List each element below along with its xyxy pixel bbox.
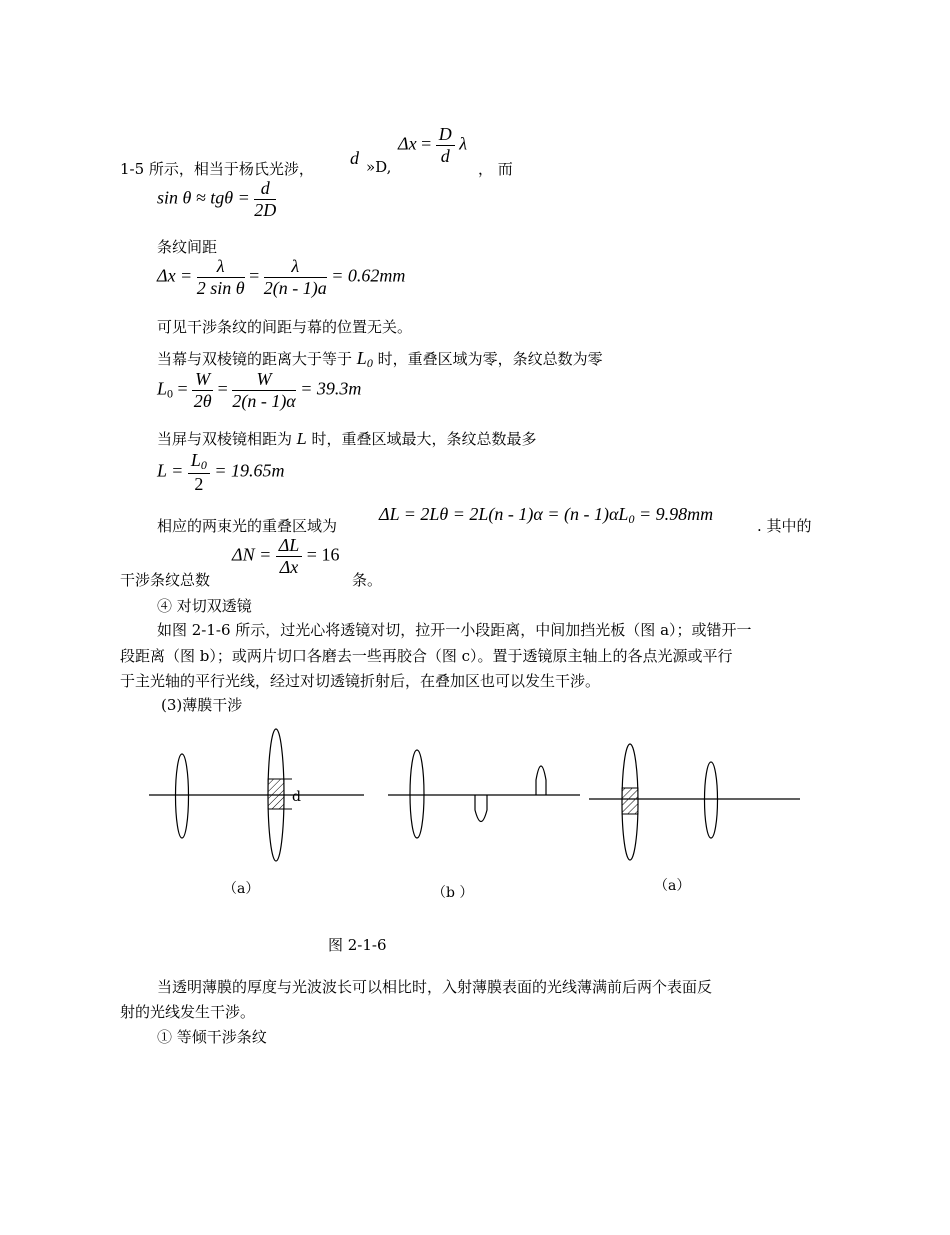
l0-text-b: 时，重叠区域为零，条纹总数为零 [377,350,603,368]
overlap-text: 相应的两束光的重叠区域为 [157,517,338,535]
line1-end: ， 而 [478,160,513,178]
frac-num: ΔL [276,535,303,557]
eq-sign: = [249,265,260,286]
l-result: = 19.65m [214,460,285,481]
frac-den: 2θ [193,390,212,411]
l0-symbol: L [157,378,168,399]
para2-line1: 当透明薄膜的厚度与光波波长可以相比时，入射薄膜表面的光线薄满前后两个表面反 [157,978,713,996]
item-4-heading: ④ 对切双透镜 [157,597,252,615]
figure-label-c: （a） [654,878,691,894]
l0-sub: 0 [366,356,373,370]
l-left: L = [157,460,184,481]
eq-sign: = [217,378,228,399]
l0-symbol: L [356,348,367,368]
l0-result: = 39.3m [300,378,362,399]
eq-l [157,450,285,494]
fraction-L0-2 [188,450,210,494]
lmax-text-b: 时，重叠区域最大，条纹总数最多 [311,430,537,448]
count-left: ΔN = [232,544,272,565]
para2-line2: 射的光线发生干涉。 [120,1003,256,1021]
figure-d-label: d [292,789,301,805]
figure-label-a: （a） [223,881,260,897]
line1-prefix: 1-5 所示，相当于杨氏光涉， [120,160,314,178]
spacing-heading: 条纹间距 [157,238,218,256]
l0-symbol: L [190,450,201,470]
eq-sign: = [421,133,432,154]
frac-den: 2D [254,199,277,220]
frac-den: 2 [194,473,204,494]
frac-den: Δx [279,556,299,577]
section-3-heading: (3)薄膜干涉 [161,696,243,714]
fraction-dL-dx [276,535,303,577]
dx-result: = 0.62mm [331,265,406,286]
para1-line2: 段距离（图 b）；或两片切口各磨去一些再胶合（图 c）。置于透镜原主轴上的各点光源或平行 [120,647,733,665]
fraction-2 [264,256,327,298]
eq-dx-dl [398,124,467,166]
eq-sign: = [177,378,188,399]
frac-den: 2(n - 1)a [263,277,327,298]
diagram-a [149,729,364,861]
para1-line1: 如图 2-1-6 所示，过光心将透镜对切，拉开一小段距离，中间加挡光板（图 a）；或错开一 [157,621,752,639]
eq-sin [157,178,276,220]
frac-num: W [232,369,295,391]
l0-inline [357,348,373,368]
para1-line3: 于主光轴的平行光线，经过对切透镜折射后，在叠加区也可以发生干涉。 [120,672,601,690]
frac-den: d [440,145,450,166]
text-line-1 [120,158,314,179]
overlap-sub: 0 [628,512,635,526]
overlap-eq: ΔL = 2Lθ = 2L(n - 1)α = (n - 1)αL [379,504,629,524]
count-end: 条。 [352,571,383,589]
lmax-text [157,428,537,449]
fraction-W-2theta [192,369,213,411]
l0-sub: 0 [200,458,207,472]
frac-num: λ [264,256,327,278]
dx-left: Δx = [157,265,193,286]
figure-caption: 图 2-1-6 [328,936,387,954]
lambda-symbol: λ [459,133,468,154]
cond-text: »D, [366,158,392,176]
lmax-L: L [296,430,307,448]
count-text: 干涉条纹总数 [120,571,211,589]
eq-count [232,535,339,577]
overlap-result: = 9.98mm [634,504,714,524]
figure-label-b: （b ） [432,885,474,901]
frac-num [188,450,210,474]
fraction-1 [197,256,245,298]
frac-den: 2 sin θ [196,277,245,298]
frac-num: λ [197,256,245,278]
eq-overlap [379,504,713,527]
l0-sub: 0 [167,386,174,401]
dx-symbol: Δx [398,133,417,154]
l0-text-a: 当幕与双棱镜的距离大于等于 [157,350,353,368]
figure-2-1-6 [0,720,950,910]
frac-num: D [436,124,455,146]
fraction-D-over-d [436,124,455,166]
frac-num: d [254,178,276,200]
conclusion-text: 可见干涉条纹的间距与幕的位置无关。 [157,318,413,336]
fraction-W-2n1a [232,369,295,411]
diagram-b [388,750,580,838]
diagram-c [589,744,800,860]
fraction-d-over-2D [254,178,276,220]
lmax-text-a: 当屏与双棱镜相距为 [157,430,293,448]
l0-text [157,348,603,371]
item-1-heading: ① 等倾干涉条纹 [157,1028,267,1046]
frac-den: 2(n - 1)α [232,390,296,411]
eq-l0 [157,369,361,411]
sin-expr: sin θ ≈ tgθ = [157,187,250,208]
frac-num: W [192,369,213,391]
var-d: d [350,148,359,168]
count-result: = 16 [306,544,340,565]
overlap-end: . 其中的 [757,517,812,535]
eq-spacing [157,256,405,298]
